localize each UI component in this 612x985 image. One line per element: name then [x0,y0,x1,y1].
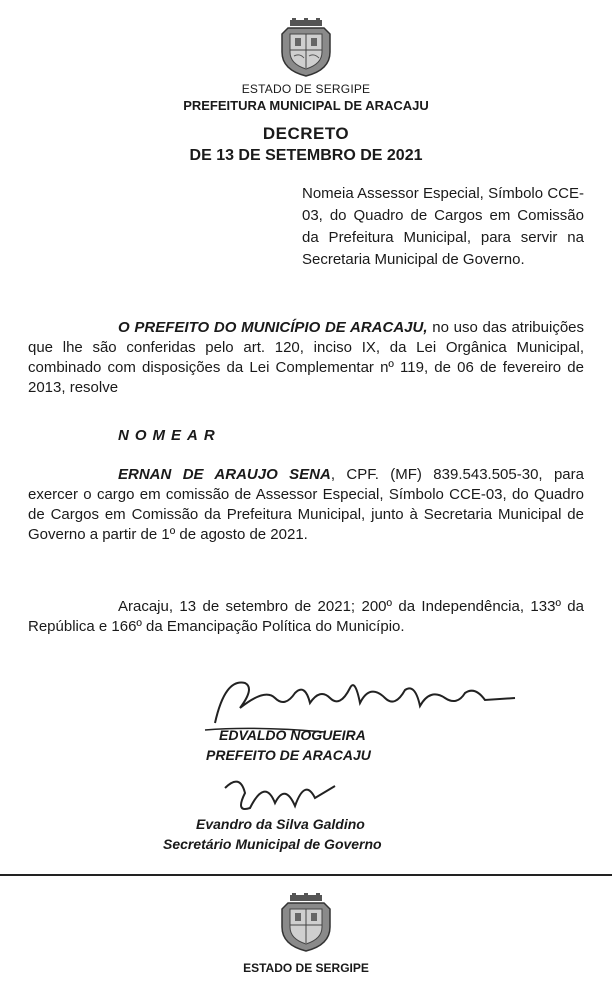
preamble-lead: O PREFEITO DO MUNICÍPIO DE ARACAJU, [118,319,428,336]
closing-paragraph: Aracaju, 13 de setembro de 2021; 200º da Independência, 133º da República e 166º da Emancipação Política do Município. [28,598,584,635]
prefeitura-heading: PREFEITURA MUNICIPAL DE ARACAJU [183,98,429,113]
page-divider [0,874,612,876]
signature-secretary [215,768,345,818]
decree-date: DE 13 DE SETEMBRO DE 2021 [189,147,423,164]
preamble-paragraph [28,318,584,398]
secretary-role: Secretário Municipal de Governo [163,836,382,852]
coat-of-arms-icon [278,18,334,78]
decree-title: DECRETO [262,124,350,143]
mayor-role: PREFEITO DE ARACAJU [206,747,371,763]
preamble-text: no uso das atribuições que lhe são conferidas pelo art. 120, inciso IX, da Lei Orgânica Municipal, combinado com disposições da Lei Complementar nº 119, de 06 de fevereiro de 2013, resolve [28,319,584,396]
footer-state-heading: ESTADO DE SERGIPE [243,961,369,975]
secretary-name: Evandro da Silva Galdino [196,816,365,832]
nomear-heading: NOMEAR [118,427,221,444]
ementa-text: Nomeia Assessor Especial, Símbolo CCE-03, do Quadro de Cargos em Comissão da Prefeitura Municipal, para servir na Secretaria Municipal de Governo. [302,185,584,268]
appointment-text: , CPF. (MF) 839.543.505-30, para exercer o cargo em comissão de Assessor Especial, Símbolo CCE-03, do Quadro de Cargos em Comissão da Prefeitura Municipal, junto à Secretaria Municipal de Governo a partir de 1º de agosto de 2021. [28,466,584,543]
state-heading: ESTADO DE SERGIPE [241,82,371,96]
appointee-name: ERNAN DE ARAUJO SENA [118,466,331,483]
appointment-paragraph [28,465,584,545]
mayor-name: EDVALDO NOGUEIRA [219,727,366,743]
footer-coat-of-arms-icon [278,892,334,954]
